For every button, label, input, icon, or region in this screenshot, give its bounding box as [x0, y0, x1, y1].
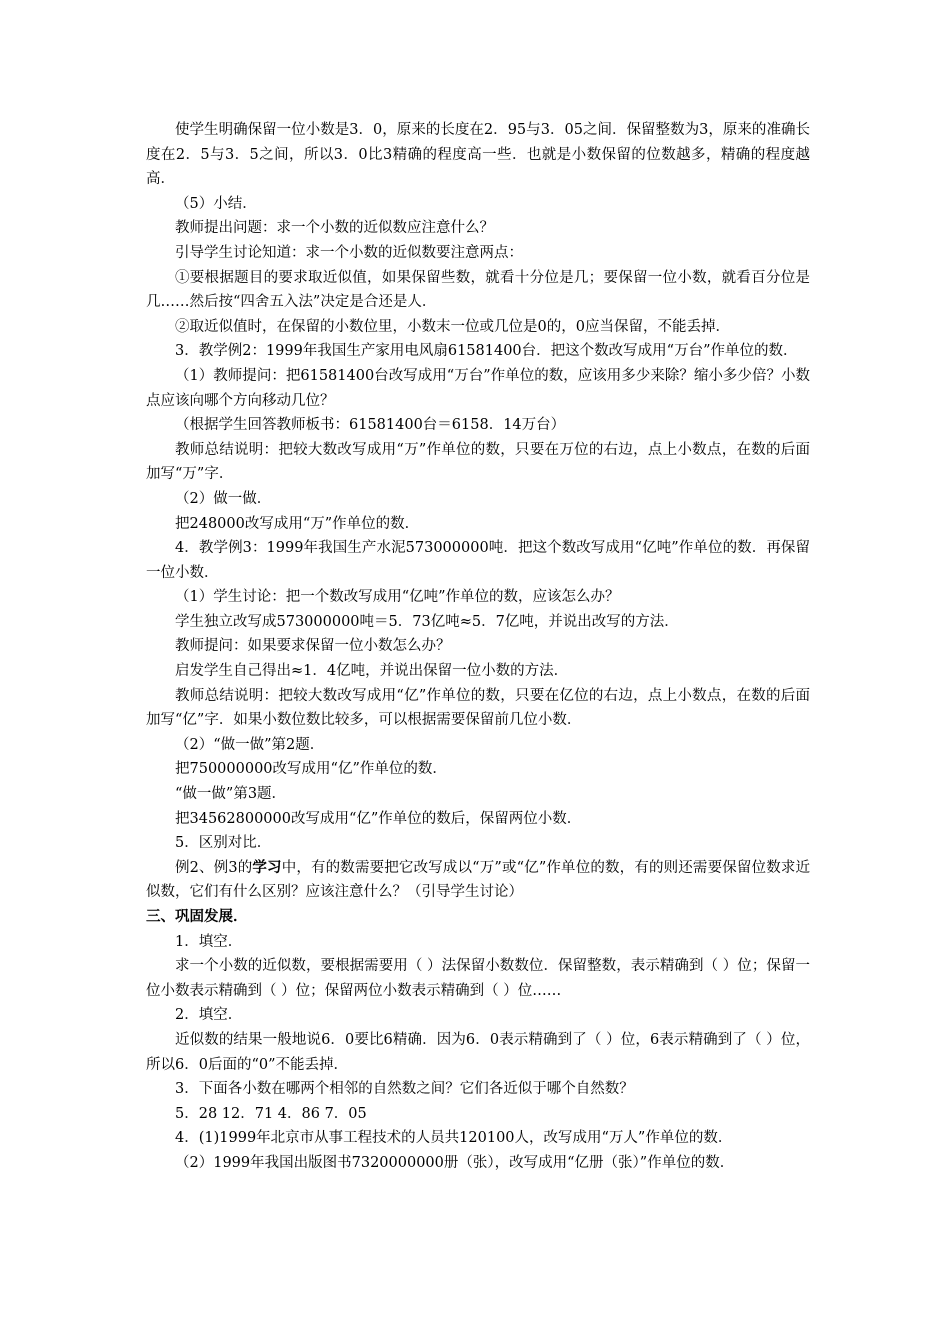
paragraph: 3．下面各小数在哪两个相邻的自然数之间？它们各近似于哪个自然数？ — [175, 1081, 634, 1098]
paragraph: 5．区别对比． — [175, 835, 272, 852]
section-heading: 三、巩固发展． — [146, 908, 248, 925]
paragraph: 把750000000改写成用“亿”作单位的数． — [175, 761, 447, 778]
paragraph: 启发学生自己得出≈1．4亿吨，并说出保留一位小数的方法． — [175, 663, 569, 680]
paragraph: 3．教学例2：1999年我国生产家用电风扇61581400台．把这个数改写成用“万台”作单位的数． — [175, 343, 798, 360]
paragraph: 使学生明确保留一位小数是3．0，原来的长度在2．95与3．05之间．保留整数为3，原来的准确长度在2．5与3．5之间，所以3．0比3精确的程度高一些．也就是小数保留的位数越多，精确的程度越高． — [146, 122, 810, 188]
paragraph: “做一做”第3题． — [175, 786, 287, 803]
paragraph: （5）小结． — [175, 195, 257, 212]
text-run: 中，有的数需要把它改写成以“万”或“亿”作单位的数，有的则还需要保留位数求近似数，它们有什么区别？应该注意什么？（引导学生讨论） — [146, 859, 811, 901]
paragraph: 4．教学例3：1999年我国生产水泥573000000吨．把这个数改写成用“亿吨”作单位的数．再保留一位小数． — [146, 540, 810, 581]
paragraph: 把248000改写成用“万”作单位的数． — [175, 515, 420, 532]
paragraph: ①要根据题目的要求取近似值，如果保留些数，就看十分位是几；要保留一位小数，就看百分位是几……然后按“四舍五入法”决定是合还是人． — [146, 269, 810, 311]
paragraph: （根据学生回答教师板书：61581400台＝6158．14万台） — [175, 417, 566, 434]
paragraph: （1）教师提问：把61581400台改写成用“万台”作单位的数，应该用多少来除？缩小多少倍？小数点应该向哪个方向移动几位？ — [146, 367, 810, 409]
paragraph: 学生独立改写成573000000吨＝5．73亿吨≈5．7亿吨，并说出改写的方法． — [175, 613, 679, 630]
paragraph: （2）“做一做”第2题． — [175, 736, 325, 753]
paragraph: 4．(1)1999年北京市从事工程技术的人员共120100人，改写成用“万人”作单位的数． — [175, 1130, 733, 1147]
paragraph: 教师总结说明：把较大数改写成用“亿”作单位的数，只要在亿位的右边，点上小数点，在数的后面加写“亿”字．如果小数位数比较多，可以根据需要保留前几位小数． — [146, 687, 810, 729]
paragraph: 把34562800000改写成用“亿”作单位的数后，保留两位小数． — [175, 810, 582, 827]
paragraph: （1）学生讨论：把一个数改写成用“亿吨”作单位的数，应该怎么办？ — [175, 589, 620, 606]
bold-text-run: 学习 — [252, 858, 282, 876]
paragraph: （2）1999年我国出版图书7320000000册（张），改写成用“亿册（张）”作单位的数． — [175, 1154, 735, 1171]
paragraph: 2．填空． — [175, 1007, 243, 1024]
paragraph: 教师提出问题：求一个小数的近似数应注意什么？ — [175, 220, 494, 237]
paragraph: 求一个小数的近似数，要根据需要用（ ）法保留小数数位．保留整数，表示精确到（ ）位；保留一位小数表示精确到（ ）位；保留两位小数表示精确到（ ）位…… — [146, 958, 810, 999]
paragraph: 引导学生讨论知道：求一个小数的近似数要注意两点： — [175, 244, 523, 261]
paragraph: 1．填空． — [175, 933, 243, 950]
paragraph: 教师提问：如果要求保留一位小数怎么办？ — [175, 638, 451, 655]
text-run: 例2、例3的 — [175, 859, 253, 876]
paragraph: 教师总结说明：把较大数改写成用“万”作单位的数，只要在万位的右边，点上小数点，在数的后面加写“万”字． — [146, 441, 810, 483]
paragraph-mixed — [146, 856, 810, 905]
paragraph: ②取近似值时，在保留的小数位里，小数末一位或几位是0的，0应当保留，不能丢掉． — [175, 318, 730, 335]
document-page — [146, 118, 810, 1176]
paragraph: 5．28 12．71 4．86 7．05 — [175, 1105, 367, 1122]
paragraph: （2）做一做． — [175, 490, 272, 507]
paragraph: 近似数的结果一般地说6．0要比6精确．因为6．0表示精确到了（ ）位，6表示精确到了（ ）位，所以6．0后面的“0”不能丢掉． — [146, 1031, 810, 1073]
